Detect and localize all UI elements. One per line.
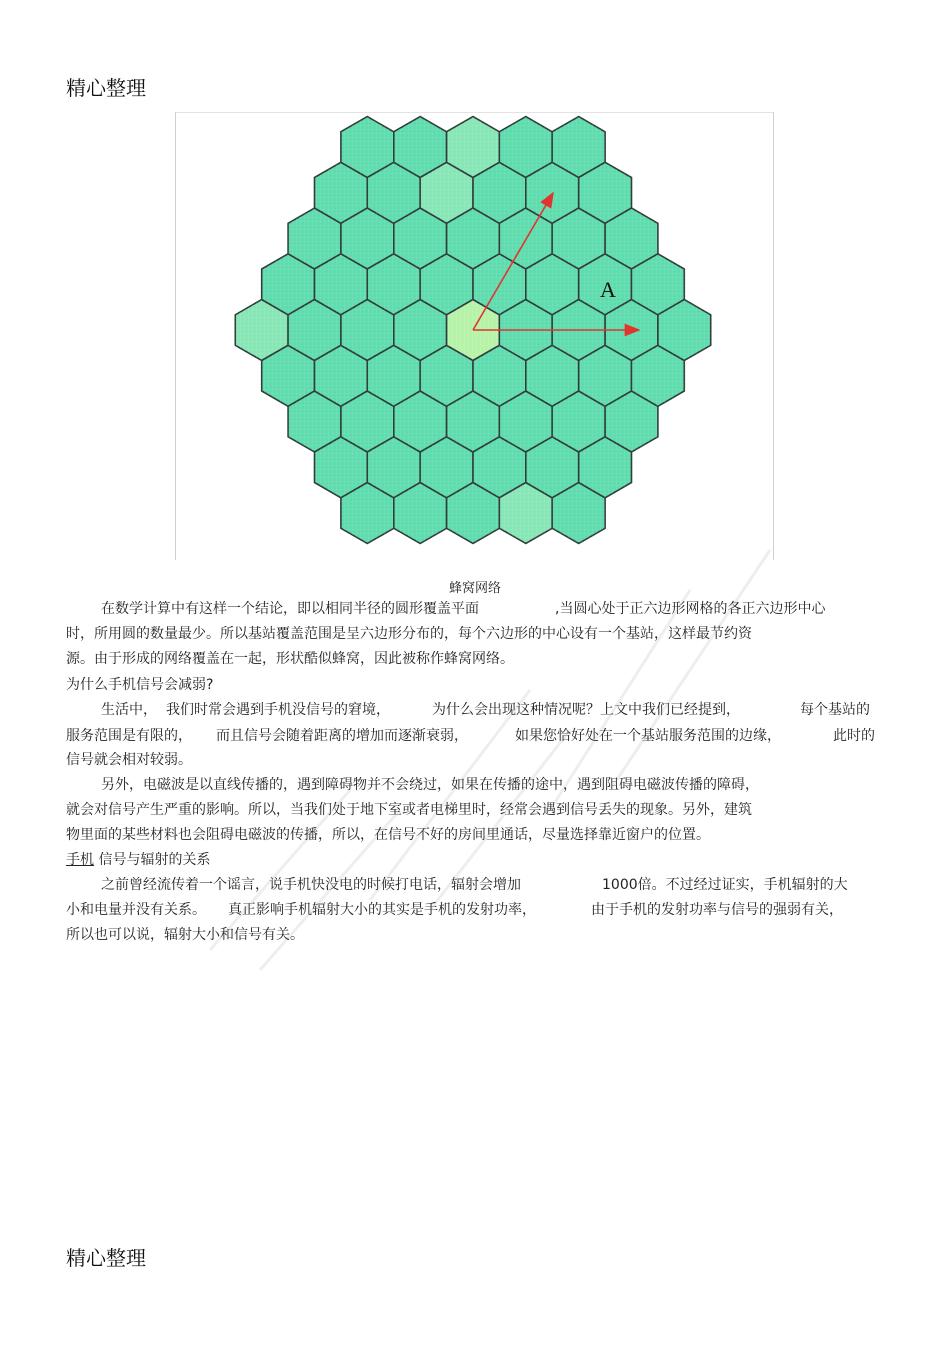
p2-seg4: 每个基站的 bbox=[800, 702, 870, 718]
p4-seg4: 真正影响手机辐射大小的其实是手机的发射功率， bbox=[228, 902, 536, 918]
p3-line3: 物里面的某些材料也会阻碍电磁波的传播，所以，在信号不好的房间里通话，尽量选择靠近窗户的位置。 bbox=[66, 827, 710, 843]
p2-seg6: 而且信号会随着距离的增加而逐渐衰弱， bbox=[216, 728, 468, 744]
p3-line1: 另外，电磁波是以直线传播的，遇到障碍物并不会绕过，如果在传播的途中，遇到阻碍电磁波传播的障碍， bbox=[101, 777, 759, 793]
section-heading-signal-weak: 为什么手机信号会减弱? bbox=[66, 677, 214, 693]
p1-line1a: 在数学计算中有这样一个结论，即以相同半径的圆形覆盖平面 bbox=[101, 601, 479, 617]
p2-seg5: 服务范围是有限的， bbox=[66, 728, 192, 744]
p1-line2: 时，所用圆的数量最少。所以基站覆盖范围是呈六边形分布的，每个六边形的中心设有一个基站，这样最节约资 bbox=[66, 626, 752, 642]
honeycomb-figure bbox=[175, 112, 774, 560]
section-heading-radiation bbox=[66, 851, 210, 869]
page-header: 精心整理 bbox=[66, 76, 146, 100]
honeycomb-diagram bbox=[176, 113, 773, 560]
p4-seg1: 之前曾经流传着一个谣言，说手机快没电的时候打电话，辐射会增加 bbox=[101, 877, 521, 893]
p4-seg5: 由于手机的发射功率与信号的强弱有关， bbox=[591, 902, 843, 918]
page-footer: 精心整理 bbox=[66, 1246, 146, 1270]
p2-seg8: 此时的 bbox=[833, 728, 875, 744]
p2-seg1: 生活中， bbox=[101, 702, 157, 718]
p1-line3: 源。由于形成的网络覆盖在一起，形状酷似蜂窝，因此被称作蜂窝网络。 bbox=[66, 651, 514, 667]
p2-seg9: 信号就会相对较弱。 bbox=[66, 752, 192, 768]
heading2-rest: 信号与辐射的关系 bbox=[98, 852, 211, 868]
cell-label-a: A bbox=[600, 277, 616, 302]
p4-seg6: 所以也可以说，辐射大小和信号有关。 bbox=[66, 927, 304, 943]
p2-seg2: 我们时常会遇到手机没信号的窘境， bbox=[166, 702, 390, 718]
p4-seg2: 1000倍。不过经过证实，手机辐射的大 bbox=[602, 877, 848, 893]
figure-caption: 蜂窝网络 bbox=[448, 581, 501, 596]
p1-line1b: ,当圆心处于正六边形网格的各正六边形中心 bbox=[555, 601, 826, 617]
p3-line2: 就会对信号产生严重的影响。所以，当我们处于地下室或者电梯里时，经常会遇到信号丢失的现象。另外，建筑 bbox=[66, 802, 752, 818]
p4-seg3: 小和电量并没有关系。 bbox=[66, 902, 206, 918]
heading2-underlined: 手机 bbox=[66, 852, 94, 868]
p2-seg3: 为什么会出现这种情况呢？上文中我们已经提到， bbox=[432, 702, 740, 718]
p2-seg7: 如果您恰好处在一个基站服务范围的边缘， bbox=[515, 728, 781, 744]
